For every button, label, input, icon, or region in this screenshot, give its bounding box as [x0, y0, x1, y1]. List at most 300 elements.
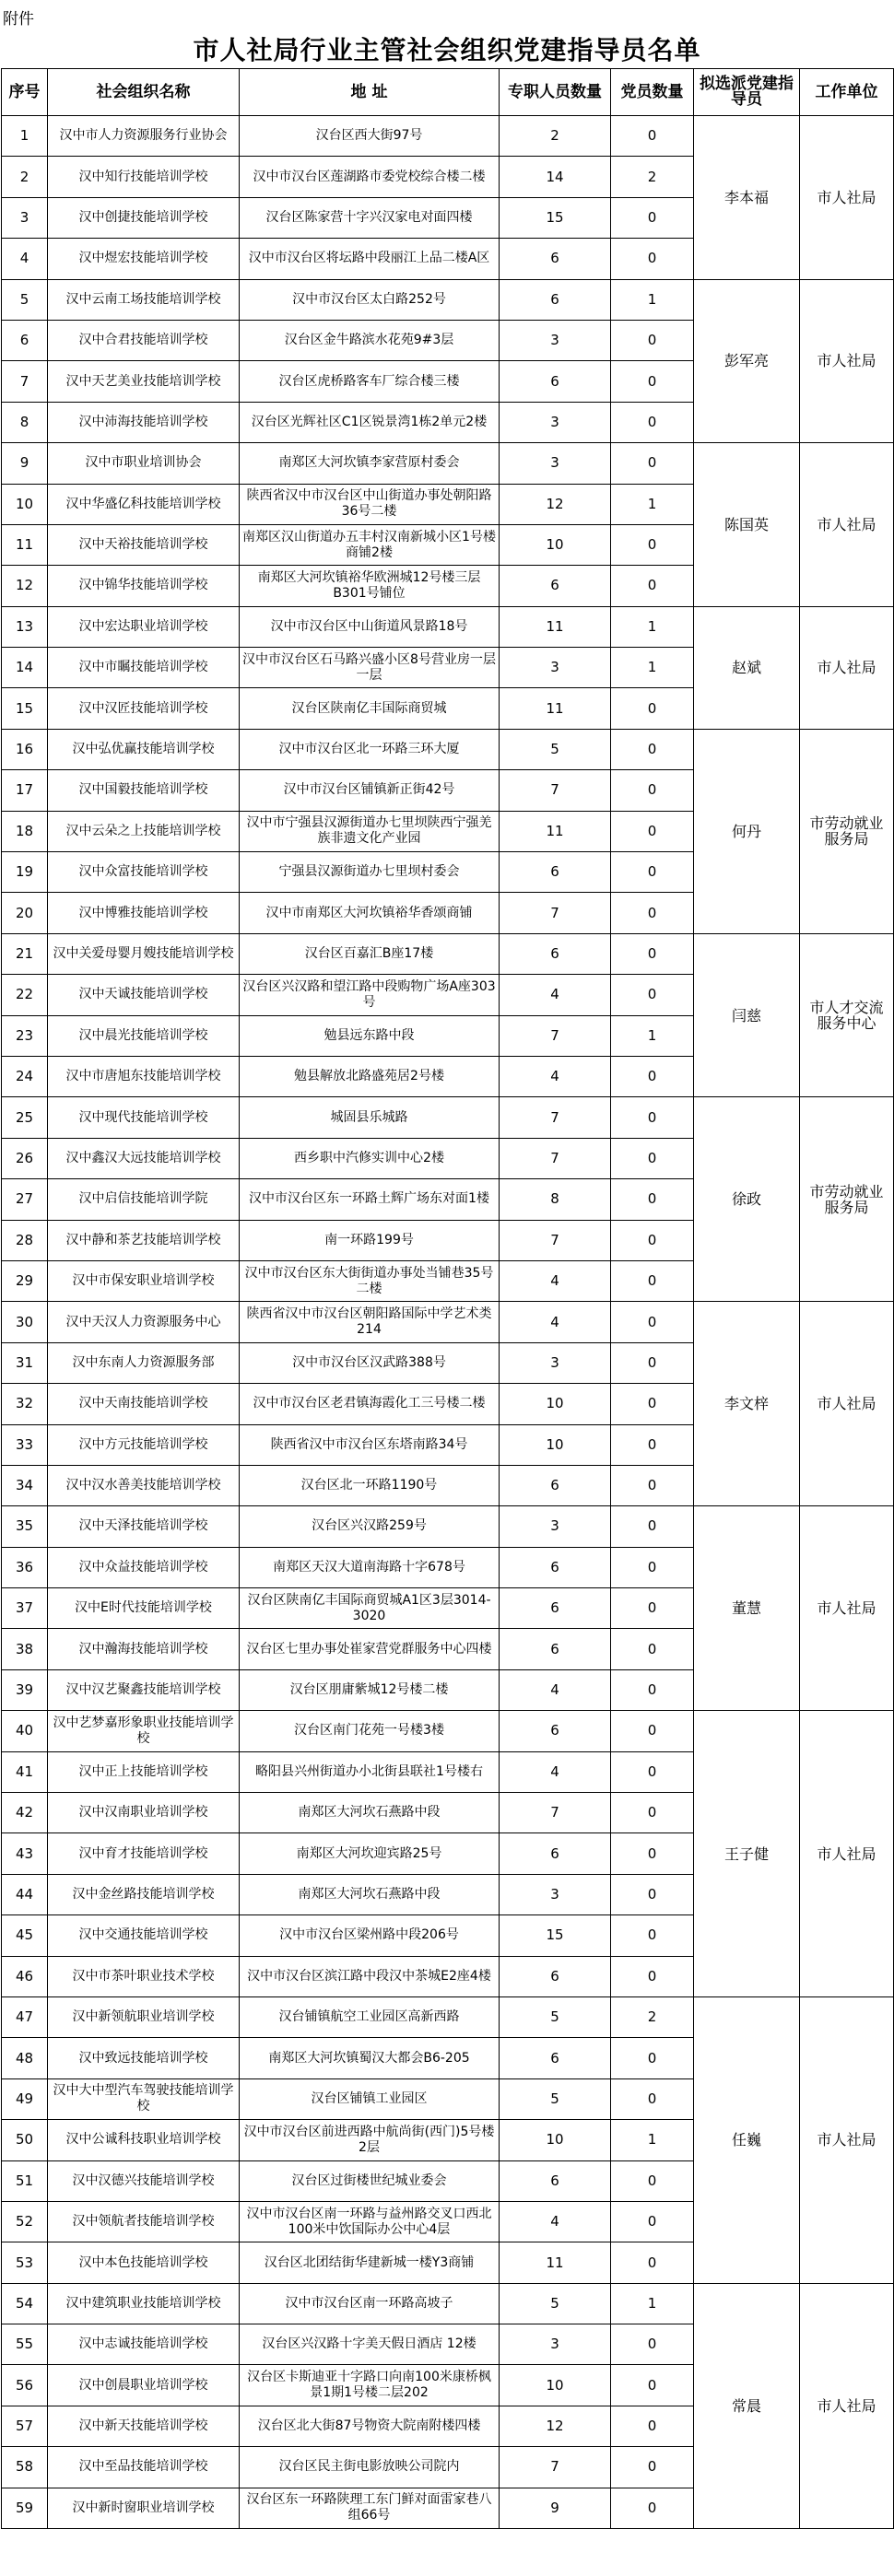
cell-org: 汉中现代技能培训学校 [48, 1097, 240, 1138]
cell-members: 0 [611, 524, 694, 565]
cell-staff: 3 [500, 1342, 611, 1383]
table-row [2, 1711, 894, 1751]
cell-no: 53 [2, 2242, 48, 2283]
cell-members: 0 [611, 1751, 694, 1792]
cell-org: 汉中东南人力资源服务部 [48, 1342, 240, 1383]
cell-addr: 汉台区陕南亿丰国际商贸城A1区3层3014-3020 [240, 1588, 500, 1629]
cell-addr: 汉台区陈家营十字兴汉家电对面四楼 [240, 197, 500, 238]
cell-staff: 11 [500, 811, 611, 851]
cell-members: 0 [611, 893, 694, 933]
cell-unit: 市人社局 [800, 116, 894, 280]
table-row [2, 443, 894, 484]
cell-staff: 11 [500, 2242, 611, 2283]
cell-no: 42 [2, 1793, 48, 1833]
cell-members: 0 [611, 811, 694, 851]
cell-addr: 汉台区七里办事处崔家营党群服务中心四楼 [240, 1629, 500, 1669]
cell-org: 汉中众益技能培训学校 [48, 1547, 240, 1587]
cell-no: 4 [2, 239, 48, 279]
cell-staff: 10 [500, 2120, 611, 2160]
header-no: 序号 [2, 69, 48, 116]
cell-guide: 彭军亮 [694, 279, 800, 443]
cell-staff: 6 [500, 1833, 611, 1874]
cell-no: 26 [2, 1138, 48, 1178]
cell-members: 0 [611, 2160, 694, 2201]
cell-no: 45 [2, 1915, 48, 1956]
cell-addr: 汉中市汉台区石马路兴盛小区8号营业房一层一层 [240, 648, 500, 688]
table-row [2, 1097, 894, 1138]
cell-org: 汉中市瞩技能培训学校 [48, 648, 240, 688]
cell-no: 58 [2, 2447, 48, 2488]
cell-no: 55 [2, 2324, 48, 2365]
cell-staff: 5 [500, 729, 611, 769]
cell-no: 35 [2, 1506, 48, 1547]
cell-org: 汉中云朵之上技能培训学校 [48, 811, 240, 851]
cell-unit: 市人社局 [800, 606, 894, 729]
cell-members: 0 [611, 1138, 694, 1178]
cell-addr: 南郑区大河坎镇裕华欧洲城12号楼三层B301号铺位 [240, 566, 500, 606]
cell-staff: 5 [500, 1996, 611, 2037]
cell-members: 0 [611, 402, 694, 442]
cell-staff: 3 [500, 320, 611, 360]
cell-members: 1 [611, 484, 694, 524]
cell-addr: 汉中市汉台区将坛路中段丽江上品二楼A区 [240, 239, 500, 279]
table-row [2, 729, 894, 769]
cell-org: 汉中市保安职业培训学校 [48, 1260, 240, 1301]
cell-org: 汉中天裕技能培训学校 [48, 524, 240, 565]
cell-org: 汉中锦华技能培训学校 [48, 566, 240, 606]
cell-members: 2 [611, 157, 694, 197]
cell-members: 0 [611, 1302, 694, 1342]
cell-members: 0 [611, 1260, 694, 1301]
cell-no: 36 [2, 1547, 48, 1587]
cell-staff: 5 [500, 2283, 611, 2324]
cell-addr: 汉台区西大街97号 [240, 116, 500, 157]
cell-staff: 5 [500, 2078, 611, 2119]
cell-no: 20 [2, 893, 48, 933]
cell-staff: 2 [500, 116, 611, 157]
cell-members: 0 [611, 688, 694, 729]
cell-members: 0 [611, 1097, 694, 1138]
cell-no: 41 [2, 1751, 48, 1792]
cell-members: 0 [611, 2406, 694, 2446]
cell-unit: 市人社局 [800, 1711, 894, 1997]
cell-org: 汉中市人力资源服务行业协会 [48, 116, 240, 157]
cell-org: 汉中建筑职业技能培训学校 [48, 2283, 240, 2324]
cell-staff: 4 [500, 975, 611, 1015]
header-addr: 地 址 [240, 69, 500, 116]
table-row [2, 1302, 894, 1342]
cell-org: 汉中汉德兴技能培训学校 [48, 2160, 240, 2201]
cell-no: 11 [2, 524, 48, 565]
cell-members: 0 [611, 443, 694, 484]
cell-guide: 徐政 [694, 1097, 800, 1302]
cell-members: 0 [611, 770, 694, 811]
cell-no: 40 [2, 1711, 48, 1751]
table-row [2, 1996, 894, 2037]
cell-addr: 南郑区大河坎石燕路中段 [240, 1874, 500, 1914]
cell-org: 汉中新天技能培训学校 [48, 2406, 240, 2446]
cell-addr: 汉台区金牛路滨水花苑9#3层 [240, 320, 500, 360]
cell-addr: 汉中市汉台区东一环路土辉广场东对面1楼 [240, 1179, 500, 1220]
cell-addr: 略阳县兴州街道办小北街县联社1号楼右 [240, 1751, 500, 1792]
cell-staff: 10 [500, 2365, 611, 2406]
cell-org: 汉中交通技能培训学校 [48, 1915, 240, 1956]
cell-no: 5 [2, 279, 48, 320]
cell-no: 6 [2, 320, 48, 360]
cell-no: 56 [2, 2365, 48, 2406]
cell-staff: 6 [500, 1588, 611, 1629]
table-row [2, 279, 894, 320]
table-row [2, 116, 894, 157]
cell-addr: 汉台区光辉社区C1区锐景湾1栋2单元2楼 [240, 402, 500, 442]
cell-members: 0 [611, 2078, 694, 2119]
cell-staff: 4 [500, 1751, 611, 1792]
cell-org: 汉中志诚技能培训学校 [48, 2324, 240, 2365]
cell-members: 0 [611, 1220, 694, 1260]
cell-members: 1 [611, 648, 694, 688]
cell-staff: 6 [500, 1956, 611, 1996]
cell-org: 汉中宏达职业培训学校 [48, 606, 240, 647]
annex-label: 附件 [3, 10, 34, 29]
cell-staff: 11 [500, 688, 611, 729]
cell-no: 25 [2, 1097, 48, 1138]
cell-addr: 陕西省汉中市汉台区东塔南路34号 [240, 1424, 500, 1465]
cell-no: 10 [2, 484, 48, 524]
header-guide: 拟选派党建指导员 [694, 69, 800, 116]
cell-staff: 6 [500, 279, 611, 320]
cell-staff: 8 [500, 1179, 611, 1220]
cell-staff: 12 [500, 484, 611, 524]
cell-org: 汉中本色技能培训学校 [48, 2242, 240, 2283]
cell-members: 0 [611, 1629, 694, 1669]
cell-members: 1 [611, 1015, 694, 1056]
cell-members: 0 [611, 197, 694, 238]
cell-no: 48 [2, 2038, 48, 2078]
header-staff: 专职人员数量 [500, 69, 611, 116]
cell-addr: 汉台区东一环路陕理工东门鲜对面雷家巷八组66号 [240, 2488, 500, 2528]
cell-addr: 汉台区兴汉路和望江路中段购物广场A座303号 [240, 975, 500, 1015]
cell-guide: 王子健 [694, 1711, 800, 1997]
cell-no: 7 [2, 361, 48, 402]
cell-no: 52 [2, 2201, 48, 2242]
cell-org: 汉中博雅技能培训学校 [48, 893, 240, 933]
cell-members: 0 [611, 1179, 694, 1220]
cell-org: 汉中弘优赢技能培训学校 [48, 729, 240, 769]
cell-no: 44 [2, 1874, 48, 1914]
cell-org: 汉中静和茶艺技能培训学校 [48, 1220, 240, 1260]
cell-addr: 汉台区兴汉路十字美天假日酒店 12楼 [240, 2324, 500, 2365]
cell-addr: 汉台区南门花苑一号楼3楼 [240, 1711, 500, 1751]
cell-no: 14 [2, 648, 48, 688]
cell-no: 32 [2, 1384, 48, 1424]
cell-no: 19 [2, 852, 48, 893]
cell-staff: 4 [500, 1302, 611, 1342]
cell-org: 汉中天泽技能培训学校 [48, 1506, 240, 1547]
cell-members: 0 [611, 975, 694, 1015]
cell-staff: 6 [500, 1465, 611, 1505]
cell-no: 49 [2, 2078, 48, 2119]
cell-no: 8 [2, 402, 48, 442]
cell-members: 0 [611, 852, 694, 893]
cell-org: 汉中新领航职业培训学校 [48, 1996, 240, 2037]
cell-org: 汉中方元技能培训学校 [48, 1424, 240, 1465]
cell-addr: 汉中市汉台区太白路252号 [240, 279, 500, 320]
cell-addr: 城固县乐城路 [240, 1097, 500, 1138]
cell-addr: 南郑区汉山街道办五丰村汉南新城小区1号楼商铺2楼 [240, 524, 500, 565]
cell-members: 0 [611, 1669, 694, 1710]
cell-no: 43 [2, 1833, 48, 1874]
table-row [2, 933, 894, 974]
cell-addr: 汉中市汉台区梁州路中段206号 [240, 1915, 500, 1956]
cell-org: 汉中煜宏技能培训学校 [48, 239, 240, 279]
cell-staff: 11 [500, 606, 611, 647]
cell-org: 汉中众富技能培训学校 [48, 852, 240, 893]
cell-org: 汉中天南技能培训学校 [48, 1384, 240, 1424]
cell-org: 汉中市茶叶职业技术学校 [48, 1956, 240, 1996]
cell-org: 汉中市唐旭东技能培训学校 [48, 1056, 240, 1096]
cell-no: 37 [2, 1588, 48, 1629]
cell-staff: 4 [500, 1056, 611, 1096]
cell-staff: 4 [500, 1260, 611, 1301]
cell-members: 1 [611, 279, 694, 320]
cell-org: 汉中艺梦嘉形象职业技能培训学校 [48, 1711, 240, 1751]
cell-guide: 李本福 [694, 116, 800, 280]
cell-staff: 3 [500, 443, 611, 484]
cell-addr: 汉台区陕南亿丰国际商贸城 [240, 688, 500, 729]
table-body [2, 116, 894, 2529]
cell-org: 汉中瀚海技能培训学校 [48, 1629, 240, 1669]
cell-addr: 汉中市汉台区前进西路中航尚街(西门)5号楼2层 [240, 2120, 500, 2160]
cell-staff: 14 [500, 157, 611, 197]
cell-staff: 12 [500, 2406, 611, 2446]
cell-addr: 汉中市汉台区南一环路高坡子 [240, 2283, 500, 2324]
cell-staff: 7 [500, 1793, 611, 1833]
cell-staff: 6 [500, 1547, 611, 1587]
cell-staff: 4 [500, 1669, 611, 1710]
cell-addr: 陕西省汉中市汉台区中山街道办事处朝阳路36号二楼 [240, 484, 500, 524]
cell-org: 汉中金丝路技能培训学校 [48, 1874, 240, 1914]
cell-staff: 10 [500, 524, 611, 565]
cell-unit: 市人社局 [800, 1302, 894, 1506]
cell-members: 2 [611, 1996, 694, 2037]
cell-org: 汉中晨光技能培训学校 [48, 1015, 240, 1056]
cell-org: 汉中沛海技能培训学校 [48, 402, 240, 442]
cell-no: 50 [2, 2120, 48, 2160]
cell-staff: 9 [500, 2488, 611, 2528]
cell-unit: 市劳动就业服务局 [800, 1097, 894, 1302]
cell-addr: 汉中市汉台区北一环路三环大厦 [240, 729, 500, 769]
cell-staff: 6 [500, 2038, 611, 2078]
cell-no: 39 [2, 1669, 48, 1710]
cell-org: 汉中致远技能培训学校 [48, 2038, 240, 2078]
cell-staff: 6 [500, 1711, 611, 1751]
cell-org: 汉中天艺美业技能培训学校 [48, 361, 240, 402]
cell-members: 0 [611, 1424, 694, 1465]
cell-no: 34 [2, 1465, 48, 1505]
cell-addr: 汉台区朋庸紫城12号楼二楼 [240, 1669, 500, 1710]
cell-staff: 3 [500, 1506, 611, 1547]
cell-unit: 市劳动就业服务局 [800, 729, 894, 933]
cell-members: 0 [611, 1506, 694, 1547]
cell-addr: 汉台区北大街87号物资大院南附楼四楼 [240, 2406, 500, 2446]
cell-no: 57 [2, 2406, 48, 2446]
cell-no: 59 [2, 2488, 48, 2528]
cell-addr: 南郑区大河坎迎宾路25号 [240, 1833, 500, 1874]
cell-guide: 何丹 [694, 729, 800, 933]
cell-staff: 7 [500, 2447, 611, 2488]
cell-members: 1 [611, 2283, 694, 2324]
cell-org: 汉中育才技能培训学校 [48, 1833, 240, 1874]
cell-org: 汉中正上技能培训学校 [48, 1751, 240, 1792]
cell-org: 汉中公诚科技职业培训学校 [48, 2120, 240, 2160]
cell-no: 9 [2, 443, 48, 484]
cell-no: 22 [2, 975, 48, 1015]
cell-addr: 汉台区民主街电影放映公司院内 [240, 2447, 500, 2488]
cell-staff: 15 [500, 197, 611, 238]
cell-members: 0 [611, 1384, 694, 1424]
cell-staff: 15 [500, 1915, 611, 1956]
cell-members: 0 [611, 1342, 694, 1383]
cell-members: 0 [611, 1956, 694, 1996]
cell-org: 汉中领航者技能培训学校 [48, 2201, 240, 2242]
cell-members: 0 [611, 1915, 694, 1956]
cell-staff: 7 [500, 1097, 611, 1138]
cell-addr: 汉中市汉台区南一环路与益州路交叉口西北100米中饮国际办公中心4层 [240, 2201, 500, 2242]
cell-members: 0 [611, 2365, 694, 2406]
cell-no: 27 [2, 1179, 48, 1220]
cell-addr: 汉台铺镇航空工业园区高新西路 [240, 1996, 500, 2037]
cell-addr: 西乡职中汽修实训中心2楼 [240, 1138, 500, 1178]
cell-addr: 汉台区铺镇工业园区 [240, 2078, 500, 2119]
cell-addr: 汉中市汉台区东大街街道办事处当铺巷35号二楼 [240, 1260, 500, 1301]
cell-members: 0 [611, 1833, 694, 1874]
cell-addr: 南郑区大河坎石燕路中段 [240, 1793, 500, 1833]
cell-addr: 汉台区北一环路1190号 [240, 1465, 500, 1505]
cell-members: 0 [611, 1588, 694, 1629]
cell-addr: 宁强县汉源街道办七里坝村委会 [240, 852, 500, 893]
cell-addr: 勉县解放北路盛苑居2号楼 [240, 1056, 500, 1096]
table-header-row [2, 69, 894, 116]
cell-addr: 汉中市汉台区滨江路中段汉中茶城E2座4楼 [240, 1956, 500, 1996]
cell-staff: 10 [500, 1384, 611, 1424]
cell-no: 23 [2, 1015, 48, 1056]
cell-no: 3 [2, 197, 48, 238]
cell-no: 54 [2, 2283, 48, 2324]
cell-members: 0 [611, 729, 694, 769]
cell-staff: 3 [500, 402, 611, 442]
cell-guide: 赵斌 [694, 606, 800, 729]
cell-no: 31 [2, 1342, 48, 1383]
cell-no: 47 [2, 1996, 48, 2037]
cell-members: 0 [611, 320, 694, 360]
cell-org: 汉中合君技能培训学校 [48, 320, 240, 360]
cell-unit: 市人社局 [800, 1996, 894, 2283]
cell-guide: 陈国英 [694, 443, 800, 607]
cell-addr: 陕西省汉中市汉台区朝阳路国际中学艺术类214 [240, 1302, 500, 1342]
cell-staff: 6 [500, 2160, 611, 2201]
cell-no: 30 [2, 1302, 48, 1342]
cell-no: 28 [2, 1220, 48, 1260]
cell-staff: 6 [500, 1629, 611, 1669]
table-row [2, 2283, 894, 2324]
cell-members: 0 [611, 1711, 694, 1751]
cell-unit: 市人社局 [800, 279, 894, 443]
guide-table [1, 68, 894, 2529]
cell-members: 0 [611, 1874, 694, 1914]
cell-members: 0 [611, 2242, 694, 2283]
cell-staff: 6 [500, 933, 611, 974]
cell-addr: 南郑区大河坎镇李家营原村委会 [240, 443, 500, 484]
cell-org: 汉中大中型汽车驾驶技能培训学校 [48, 2078, 240, 2119]
cell-staff: 7 [500, 1138, 611, 1178]
cell-org: 汉中E时代技能培训学校 [48, 1588, 240, 1629]
cell-addr: 汉中市汉台区铺镇新正街42号 [240, 770, 500, 811]
cell-addr: 汉中市南郑区大河坎镇裕华香颂商铺 [240, 893, 500, 933]
cell-staff: 4 [500, 2201, 611, 2242]
cell-staff: 6 [500, 852, 611, 893]
cell-members: 0 [611, 1465, 694, 1505]
cell-addr: 汉台区虎桥路客车厂综合楼三楼 [240, 361, 500, 402]
cell-addr: 汉台区北团结街华建新城一楼Y3商铺 [240, 2242, 500, 2283]
cell-addr: 汉中市宁强县汉源街道办七里坝陕西宁强羌族非遗文化产业园 [240, 811, 500, 851]
cell-staff: 10 [500, 1424, 611, 1465]
cell-members: 1 [611, 2120, 694, 2160]
cell-addr: 汉台区过街楼世纪城业委会 [240, 2160, 500, 2201]
cell-members: 0 [611, 1056, 694, 1096]
cell-no: 1 [2, 116, 48, 157]
page-title: 市人社局行业主管社会组织党建指导员名单 [193, 35, 701, 65]
cell-no: 29 [2, 1260, 48, 1301]
cell-no: 21 [2, 933, 48, 974]
header-members: 党员数量 [611, 69, 694, 116]
cell-staff: 3 [500, 2324, 611, 2365]
cell-members: 0 [611, 2038, 694, 2078]
cell-addr: 汉台区卡斯迪亚十字路口向南100米康桥枫景1期1号楼二层202 [240, 2365, 500, 2406]
cell-no: 18 [2, 811, 48, 851]
cell-members: 0 [611, 1793, 694, 1833]
cell-org: 汉中创晨职业培训学校 [48, 2365, 240, 2406]
cell-addr: 勉县远东路中段 [240, 1015, 500, 1056]
cell-org: 汉中至品技能培训学校 [48, 2447, 240, 2488]
cell-no: 13 [2, 606, 48, 647]
cell-unit: 市人社局 [800, 1506, 894, 1711]
cell-org: 汉中汉水善美技能培训学校 [48, 1465, 240, 1505]
cell-guide: 李文梓 [694, 1302, 800, 1506]
cell-guide: 常晨 [694, 2283, 800, 2528]
cell-no: 51 [2, 2160, 48, 2201]
cell-no: 15 [2, 688, 48, 729]
cell-unit: 市人才交流服务中心 [800, 933, 894, 1097]
cell-addr: 汉中市汉台区老君镇海霞化工三号楼二楼 [240, 1384, 500, 1424]
cell-no: 12 [2, 566, 48, 606]
cell-staff: 6 [500, 239, 611, 279]
cell-org: 汉中国毅技能培训学校 [48, 770, 240, 811]
cell-staff: 7 [500, 1220, 611, 1260]
cell-members: 0 [611, 2201, 694, 2242]
cell-org: 汉中汉艺聚鑫技能培训学校 [48, 1669, 240, 1710]
cell-org: 汉中汉南职业培训学校 [48, 1793, 240, 1833]
cell-org: 汉中天汉人力资源服务中心 [48, 1302, 240, 1342]
cell-addr: 汉中市汉台区汉武路388号 [240, 1342, 500, 1383]
cell-guide: 闫慈 [694, 933, 800, 1097]
cell-org: 汉中汉匠技能培训学校 [48, 688, 240, 729]
cell-members: 0 [611, 2488, 694, 2528]
cell-staff: 3 [500, 648, 611, 688]
cell-no: 24 [2, 1056, 48, 1096]
header-org: 社会组织名称 [48, 69, 240, 116]
cell-members: 0 [611, 239, 694, 279]
cell-guide: 任巍 [694, 1996, 800, 2283]
